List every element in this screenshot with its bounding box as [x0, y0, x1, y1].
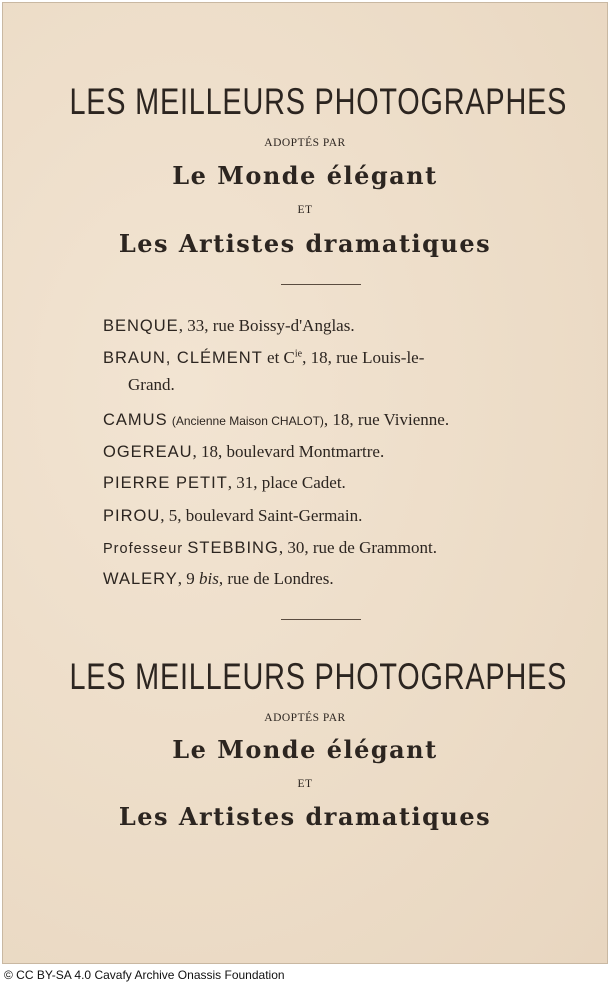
list-item	[103, 442, 384, 462]
photographer-address: , 5, boulevard Saint-Germain.	[160, 506, 363, 525]
et-top: ET	[297, 204, 313, 216]
monde-elegant-top: Le Monde élégant	[172, 161, 438, 190]
photographer-prefix: Professeur	[103, 541, 184, 557]
adoptes-par-top: ADOPTÉS PAR	[264, 137, 346, 149]
photographer-address: , 18, rue Vivienne.	[323, 410, 450, 429]
photographer-name: BRAUN, CLÉMENT	[103, 349, 263, 367]
artistes-dramatiques-bottom: Les Artistes dramatiques	[118, 802, 492, 831]
divider-top	[281, 284, 361, 285]
printed-card	[2, 2, 608, 964]
list-item	[103, 569, 334, 589]
photographer-name: BENQUE	[103, 317, 179, 335]
monde-elegant-bottom: Le Monde élégant	[172, 735, 438, 764]
list-item	[103, 348, 424, 368]
list-item	[103, 316, 355, 336]
photographer-address: , 31, place Cadet.	[227, 473, 346, 492]
list-item	[103, 506, 362, 526]
et-bottom: ET	[297, 778, 313, 790]
superscript: ie	[294, 348, 303, 360]
list-item	[103, 473, 346, 493]
photographer-name: CAMUS	[103, 411, 168, 429]
photographer-name: STEBBING	[187, 539, 279, 557]
divider-bottom	[281, 619, 361, 620]
photographer-address: , 18, boulevard Montmartre.	[192, 442, 385, 461]
photographer-address: , 30, rue de Grammont.	[278, 538, 437, 557]
italic-bis: bis	[199, 569, 219, 588]
list-item	[103, 538, 437, 558]
photographer-address: , 18, rue Louis-le-	[302, 348, 425, 367]
address-continuation: Grand.	[128, 375, 175, 394]
heading-top: LES MEILLEURS PHOTOGRAPHES	[69, 81, 568, 122]
adoptes-par-bottom: ADOPTÉS PAR	[264, 712, 346, 724]
photographer-note: (Ancienne Maison CHALOT)	[171, 414, 324, 428]
copyright-footer: © CC BY-SA 4.0 Cavafy Archive Onassis Foundation	[4, 968, 285, 982]
photographer-name: PIERRE PETIT	[103, 474, 228, 492]
photographer-name: WALERY	[103, 570, 178, 588]
list-item	[103, 410, 449, 430]
list-item-continuation	[128, 375, 175, 395]
photographer-rest: et C	[262, 348, 295, 367]
artistes-dramatiques-top: Les Artistes dramatiques	[118, 229, 492, 258]
photographer-address: , rue de Londres.	[218, 569, 334, 588]
photographer-name: OGEREAU	[103, 443, 193, 461]
heading-bottom: LES MEILLEURS PHOTOGRAPHES	[69, 656, 568, 697]
photographer-name: PIROU	[103, 507, 161, 525]
photographer-address: , 33, rue Boissy-d'Anglas.	[178, 316, 355, 335]
photographer-rest: , 9	[177, 569, 200, 588]
